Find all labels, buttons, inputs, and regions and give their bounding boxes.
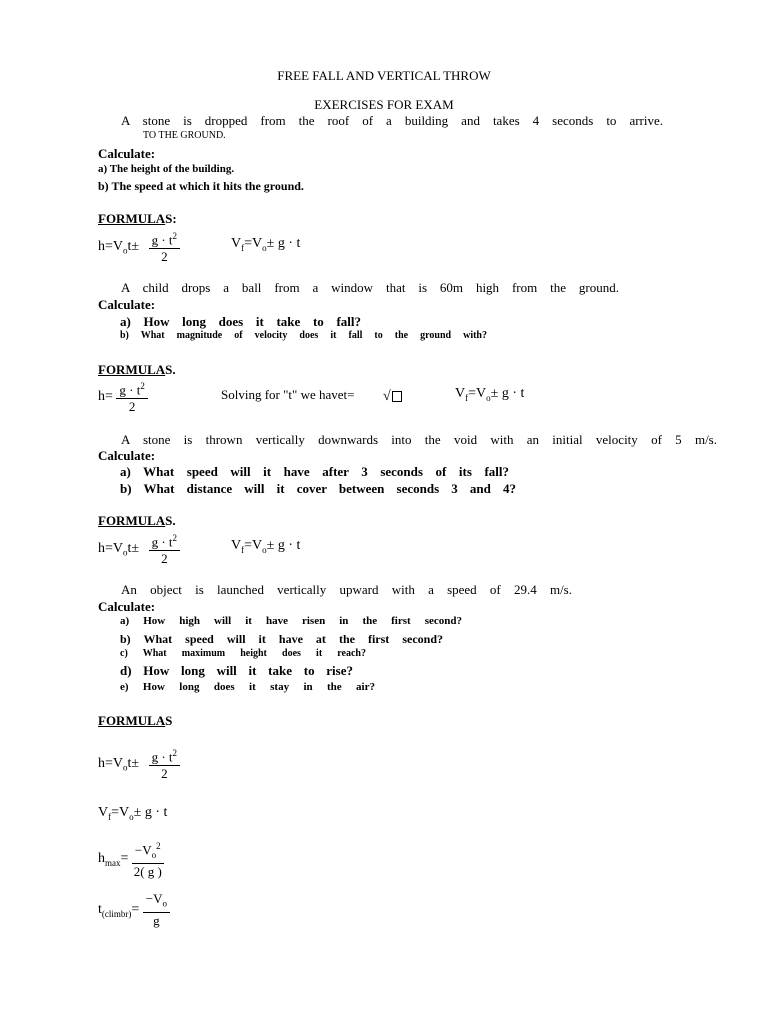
ex4-question-e: e) How long does it stay in the air?	[120, 681, 375, 693]
document-title: FREE FALL AND VERTICAL THROW	[277, 68, 491, 83]
ex2-statement: A child drops a ball from a window that is 60m high from the ground.	[121, 280, 619, 295]
ex4-climb-time-fraction: $\frac{-V_o}{g}$	[143, 891, 170, 929]
ex3-calculate-label: Calculate:	[98, 448, 156, 463]
ex2-sqrt-symbol: √	[383, 387, 402, 405]
ex2-question-a: a) How long does it take to fall?	[120, 314, 361, 329]
ex2-height-formula: h= $\frac{g \cdot t^2}{2}$	[98, 378, 148, 415]
ex1-formulas-heading: FORMULAS:	[98, 211, 177, 226]
ex4-velocity-formula: $V_f=V_o\pm g \cdot t$	[98, 805, 168, 822]
ex2-formulas-heading: FORMULAS.	[98, 362, 176, 377]
ex2-calculate-label: Calculate:	[98, 297, 156, 312]
ex4-question-d: d) How long will it take to rise?	[120, 663, 353, 678]
document-subtitle: EXERCISES FOR EXAM	[314, 97, 454, 112]
ex4-statement: An object is launched vertically upward with a speed of 29.4 m/s.	[121, 582, 572, 597]
ex2-height-fraction: $\frac{g \cdot t^2}{2}$	[116, 378, 147, 415]
ex1-question-a: a) The height of the building.	[98, 163, 235, 175]
ex4-max-height-formula: $h_{max}=$ $\frac{-V_o^2}{2( g )}$	[98, 838, 164, 880]
ex2-sqrt-placeholder-box	[392, 391, 402, 402]
ex4-max-height-fraction: $\frac{-V_o^2}{2( g )}$	[132, 838, 164, 880]
ex3-question-b: b) What distance will it cover between seconds 3 and 4?	[120, 481, 516, 496]
ex4-climb-time-formula: $t_{(climbr)}=$ $\frac{-V_o}{g}$	[98, 891, 170, 929]
ex2-solving-text: Solving for "t" we havet=	[221, 387, 355, 402]
ex3-height-fraction: $\frac{g \cdot t^2}{2}$	[149, 530, 180, 567]
ex1-statement-cont: TO THE GROUND.	[143, 130, 226, 141]
ex4-height-fraction: $\frac{g \cdot t^2}{2}$	[149, 745, 180, 782]
ex1-height-fraction: $\frac{g \cdot t^2}{2}$	[149, 228, 180, 265]
ex1-statement: A stone is dropped from the roof of a building and takes 4 seconds to arrive.	[121, 113, 663, 128]
ex3-question-a: a) What speed will it have after 3 seconds of its fall?	[120, 464, 509, 479]
ex1-calculate-label: Calculate:	[98, 146, 156, 161]
ex4-question-c: c) What maximum height does it reach?	[120, 648, 366, 659]
ex4-question-b: b) What speed will it have at the first second?	[120, 632, 443, 646]
ex3-formulas-heading: FORMULAS.	[98, 513, 176, 528]
ex4-formulas-heading: FORMULAS	[98, 713, 173, 728]
ex2-question-b: b) What magnitude of velocity does it fall to the ground with?	[120, 330, 487, 341]
ex3-velocity-formula: $V_f=V_o\pm g \cdot t$	[231, 538, 301, 555]
ex4-calculate-label: Calculate:	[98, 599, 156, 614]
ex2-velocity-formula: $V_f=V_o\pm g \cdot t$	[455, 386, 525, 403]
ex3-height-formula: $h=V_ot\pm$ $\frac{g \cdot t^2}{2}$	[98, 530, 180, 567]
ex1-height-formula: $h=V_ot\pm$ $\frac{g \cdot t^2}{2}$	[98, 228, 180, 265]
ex1-question-b: b) The speed at which it hits the ground.	[98, 179, 304, 193]
ex4-question-a: a) How high will it have risen in the first second?	[120, 615, 462, 627]
ex1-velocity-formula: $V_f=V_o\pm g \cdot t$	[231, 236, 301, 253]
ex3-statement: A stone is thrown vertically downwards into the void with an initial velocity of 5 m/s.	[121, 432, 717, 447]
ex4-height-formula: $h=V_ot\pm$ $\frac{g \cdot t^2}{2}$	[98, 745, 180, 782]
